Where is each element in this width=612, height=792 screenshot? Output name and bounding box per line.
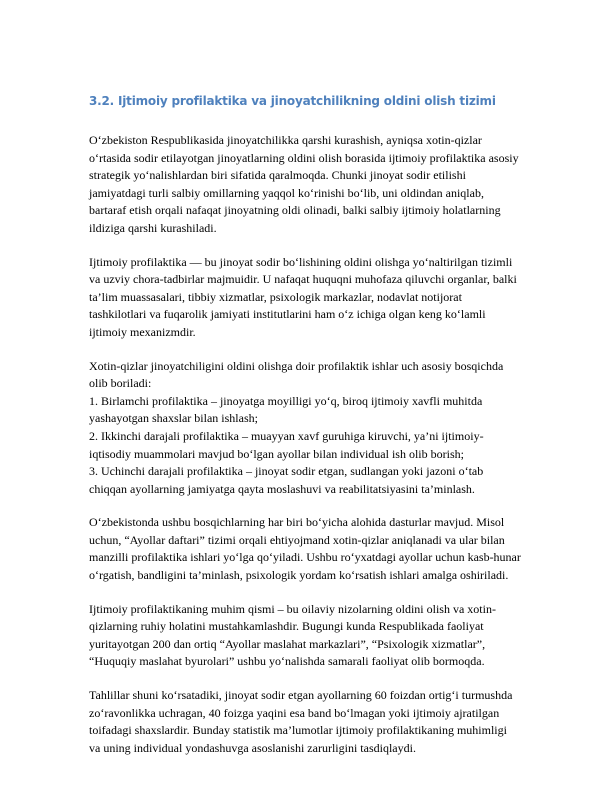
paragraph	[89, 358, 529, 499]
text-line: O‘zbekistonda ushbu bosqichlarning har biri bo‘yicha alohida dasturlar mavjud. Misol	[89, 515, 505, 530]
text-line: o‘rgatish, bandligini ta’minlash, psixologik yordam ko‘rsatish ishlari amalga oshiriladi.	[89, 568, 509, 583]
body-text	[89, 132, 529, 757]
text-line: strategik yo‘nalishlardan biri sifatida qaralmoqda. Chunki jinoyat sodir etilishi	[89, 168, 466, 183]
page-content	[89, 92, 529, 773]
text-line: Tahlillar shuni ko‘rsatadiki, jinoyat sodir etgan ayollarning 60 foizdan ortig‘i turmushda	[89, 688, 513, 703]
text-line: va uzviy chora-tadbirlar majmuidir. U nafaqat huquqni muhofaza qiluvchi organlar, balki	[89, 272, 517, 287]
text-line: 1. Birlamchi profilaktika – jinoyatga moyilligi yo‘q, biroq ijtimoiy xavfli muhitda	[89, 393, 483, 408]
text-line: zo‘ravonlikka uchragan, 40 foizga yaqini esa band bo‘lmagan yoki ijtimoiy ajratilgan	[89, 705, 500, 720]
paragraph	[89, 514, 529, 584]
text-line: O‘zbekiston Respublikasida jinoyatchilikka qarshi kurashish, ayniqsa xotin-qizlar	[89, 133, 482, 147]
text-line: jamiyatdagi turli salbiy omillarning yaqqol ko‘rinishi bo‘lib, uni oldindan aniqlab,	[89, 185, 484, 200]
text-line: qizlarning ruhiy holatini mustahkamlashdir. Bugungi kunda Respublikada faoliyat	[89, 619, 484, 634]
text-line: Xotin-qizlar jinoyatchiligini oldini olishga doir profilaktik ishlar uch asosiy bosqichda	[89, 358, 504, 373]
paragraph	[89, 254, 529, 342]
text-line: 2. Ikkinchi darajali profilaktika – muayyan xavf guruhiga kiruvchi, ya’ni ijtimoiy-	[89, 428, 484, 443]
text-line: toifadagi shaxslardir. Bunday statistik ma’lumotlar ijtimoiy profilaktikaning muhimligi	[89, 723, 507, 738]
paragraph	[89, 132, 529, 238]
paragraph	[89, 601, 529, 671]
text-line: ijtimoiy mexanizmdir.	[89, 324, 196, 339]
text-line: uchun, “Ayollar daftari” tizimi orqali ehtiyojmand xotin-qizlar aniqlanadi va ular bilan	[89, 532, 505, 547]
text-line: tashkilotlari va fuqarolik jamiyati institutlarini ham o‘z ichiga olgan keng ko‘lamli	[89, 307, 486, 322]
text-line: yashayotgan shaxslar bilan ishlash;	[89, 411, 258, 426]
text-line: 3. Uchinchi darajali profilaktika – jinoyat sodir etgan, sudlangan yoki jazoni o‘tab	[89, 464, 484, 479]
text-line: yuritayotgan 200 dan ortiq “Ayollar maslahat markazlari”, “Psixologik xizmatlar”,	[89, 636, 486, 651]
text-line: chiqqan ayollarning jamiyatga qayta moslashuvi va reabilitatsiyasini ta’minlash.	[89, 481, 475, 496]
text-line: Ijtimoiy profilaktikaning muhim qismi – bu oilaviy nizolarning oldini olish va xotin-	[89, 601, 496, 616]
text-line: olib boriladi:	[89, 376, 152, 391]
section-heading: 3.2. Ijtimoiy profilaktika va jinoyatchilikning oldini olish tizimi	[89, 94, 496, 108]
text-line: o‘rtasida sodir etilayotgan jinoyatlarning oldini olish borasida ijtimoiy profilaktika asosiy	[89, 150, 519, 165]
paragraph	[89, 687, 529, 757]
text-line: iqtisodiy muammolari mavjud bo‘lgan ayollar bilan individual ish olib borish;	[89, 446, 464, 461]
text-line: va uning individual yondashuvga asoslanishi zarurligini tasdiqlaydi.	[89, 740, 416, 755]
text-line: Ijtimoiy profilaktika — bu jinoyat sodir bo‘lishining oldini olishga yo‘naltirilgan tizimli	[89, 254, 513, 269]
text-line: ta’lim muassasalari, tibbiy xizmatlar, psixologik markazlar, nodavlat notijorat	[89, 289, 462, 304]
text-line: “Huquqiy maslahat byurolari” ushbu yo‘nalishda samarali faoliyat olib bormoqda.	[89, 654, 485, 669]
text-line: manzilli profilaktika ishlari yo‘lga qo‘yiladi. Ushbu ro‘yxatdagi ayollar uchun kasb-hunar	[89, 550, 521, 565]
text-line: ildiziga qarshi kurashiladi.	[89, 220, 217, 235]
text-line: bartaraf etish orqali nafaqat jinoyatning oldi olinadi, balki salbiy ijtimoiy holatlarning	[89, 203, 501, 218]
